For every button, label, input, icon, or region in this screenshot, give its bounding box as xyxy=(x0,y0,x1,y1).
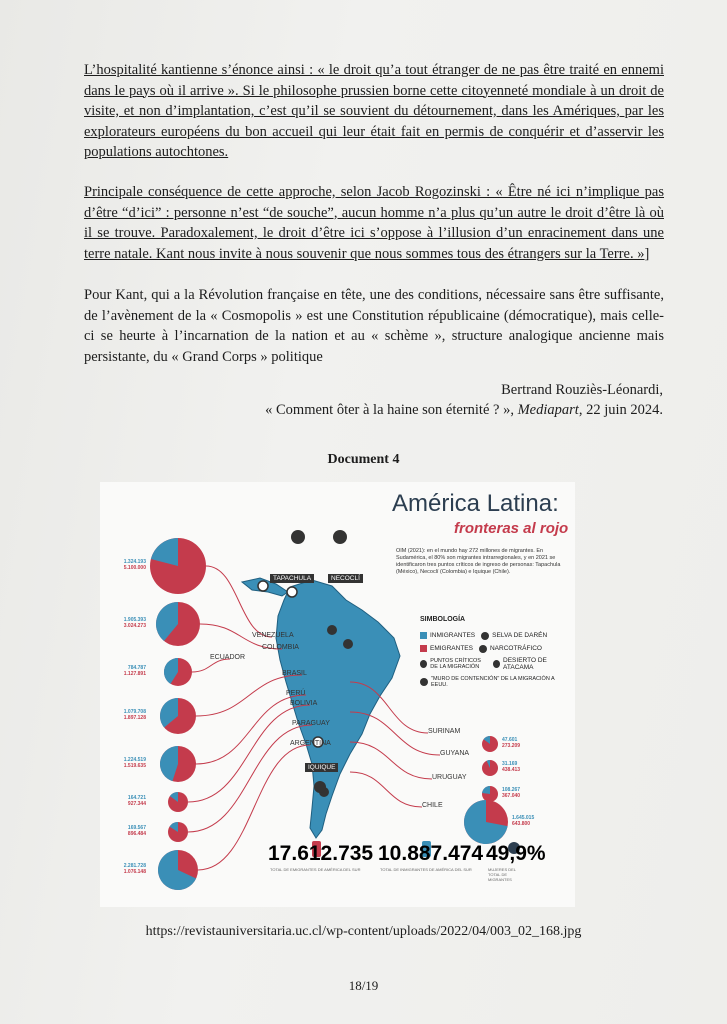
emigrants-value: 1.519.635 xyxy=(123,763,146,769)
immigrants-value: 1.079.708 xyxy=(123,709,146,715)
emigrants-value: 367.040 xyxy=(502,793,521,799)
pie-guyana xyxy=(482,760,498,776)
pie-values-argentina xyxy=(104,863,146,875)
country-label-paraguay: PARAGUAY xyxy=(292,720,330,727)
pie-values-perú xyxy=(104,757,146,769)
pie-values-ecuador xyxy=(104,665,146,677)
city-label-necocli: NECOCLÍ xyxy=(328,574,363,583)
emigrants-value: 273.209 xyxy=(502,743,521,749)
legend-label: SELVA DE DARÉN xyxy=(492,632,548,639)
immigrants-value: 1.224.519 xyxy=(123,757,146,763)
south-america-map xyxy=(276,580,400,838)
pie-values-uruguay xyxy=(502,787,520,799)
pie-venezuela xyxy=(150,538,206,594)
jungle-icon xyxy=(481,632,489,640)
country-label-perú: PERÚ xyxy=(286,690,306,697)
narcotrafico-icon xyxy=(327,625,337,635)
pie-ecuador xyxy=(164,658,192,686)
tapachula-marker xyxy=(258,581,268,591)
total-immigrants-label: TOTAL DE INMIGRANTES DE AMÉRICA DEL SUR xyxy=(380,867,472,872)
country-label-chile: CHILE xyxy=(422,802,443,809)
legend-label: DESIERTO DE ATACAMA xyxy=(503,657,547,671)
emigrants-value: 1.897.128 xyxy=(123,715,146,721)
emigrants-value: 3.024.273 xyxy=(123,623,146,629)
legend-row-immigrants xyxy=(420,629,572,642)
immigrants-value: 31.169 xyxy=(502,761,518,767)
paragraph-rogozinski-quote xyxy=(84,182,664,264)
women-share: 49,9% xyxy=(486,842,546,865)
emigrants-value: 896.484 xyxy=(127,831,146,837)
paragraph-kant-hospitality xyxy=(84,60,664,163)
document-title: Document 4 xyxy=(327,452,400,467)
emigrants-value: 438.413 xyxy=(502,767,521,773)
immigrants-value: 1.905.393 xyxy=(123,617,146,623)
wall-marker-icon xyxy=(291,530,305,544)
pie-chile xyxy=(464,800,508,844)
pie-brasil xyxy=(160,698,196,734)
author-signature: Bertrand Rouziès-Léonardi, xyxy=(501,382,663,398)
country-label-bolivia: BOLIVIA xyxy=(290,700,318,707)
pie-uruguay xyxy=(482,786,498,802)
paragraph-2-text: Principale conséquence de cette approche, selon Jacob Rogozinski : « Être né ici n’implique pas d’être “d’ici” : personne n’est “de souche”, aucun homme n’a plus qu’un autre le droit d’être là où il se trouve. Paradoxalement, le droit d’être ici s’oppose à l’illusion d’un enracinement dans une terre natale. Kant nous invite à nous souvenir que nous sommes tous des étrangers sur la Terre. »] xyxy=(84,184,664,262)
paragraph-cosmopolis: Pour Kant, qui a la Révolution française en tête, une des conditions, nécessaire sans être suffisante, de l’avènement de la « Cosmopolis » est une Constitution républicaine (démocratique), mais celle-ci se heurte à l’incarnation de la nation et au « schème », structure analogique ancienne mais persistante, du « Grand Corps » politique xyxy=(84,287,664,365)
country-label-venezuela: VENEZUELA xyxy=(252,632,294,639)
target-icon xyxy=(420,660,427,668)
pie-values-bolivia xyxy=(104,795,146,807)
emigrants-value: 1.076.148 xyxy=(123,869,146,875)
connector-venezuela xyxy=(206,566,272,637)
source-publication: Mediapart xyxy=(517,402,579,418)
total-immigrants: 10.887.474 xyxy=(378,842,484,865)
pie-argentina xyxy=(158,850,198,890)
skull-icon xyxy=(314,781,326,793)
legend xyxy=(420,616,572,691)
legend-label: NARCOTRÁFICO xyxy=(489,645,542,652)
page-number: 18/19 xyxy=(348,978,379,993)
emigrants-value: 5.100.000 xyxy=(123,565,146,571)
city-label-iquique: IQUIQUE xyxy=(305,763,338,772)
drug-icon xyxy=(479,645,487,653)
immigrants-value: 47.601 xyxy=(502,737,518,743)
immigrants-value: 169.567 xyxy=(127,825,146,831)
source-date: , 22 juin 2024. xyxy=(578,402,663,418)
pie-values-venezuela xyxy=(104,559,146,571)
pie-values-paraguay xyxy=(104,825,146,837)
ship-marker-icon xyxy=(333,530,347,544)
immigrants-value: 164.721 xyxy=(127,795,146,801)
connector-chile xyxy=(350,772,422,807)
pie-perú xyxy=(160,746,196,782)
desert-icon xyxy=(493,660,500,668)
source-title: « Comment ôter à la haine son éternité ? », xyxy=(265,402,518,418)
country-label-argentina: ARGENTINA xyxy=(290,740,331,747)
source-citation xyxy=(265,402,663,419)
blue-square-icon xyxy=(420,632,427,639)
country-label-surinam: SURINAM xyxy=(428,728,461,735)
emigrants-value: 927.344 xyxy=(127,801,146,807)
legend-title: SIMBOLOGÍA xyxy=(420,616,466,623)
infographic-intro: OIM (2021): en el mundo hay 272 millones de migrantes. En Sudamérica, el 80% son migrantes intrarregionales, y en 2021 se identificaron tres puntos críticos de ingreso de personas: Tapachula (México), Necoclí (Colombia) e Iquique (Chile). xyxy=(396,548,561,575)
immigrants-value: 784.787 xyxy=(127,665,146,671)
total-emigrants-label: TOTAL DE EMIGRANTES DE AMÉRICA DEL SUR xyxy=(270,867,361,872)
pie-surinam xyxy=(482,736,498,752)
pie-colombia xyxy=(156,602,200,646)
legend-label: EMIGRANTES xyxy=(430,645,473,652)
source-url: https://revistauniversitaria.uc.cl/wp-content/uploads/2022/04/003_02_168.jpg xyxy=(145,924,582,939)
darien-icon xyxy=(343,639,353,649)
immigrants-value: 2.281.728 xyxy=(123,863,146,869)
pie-values-surinam xyxy=(502,737,520,749)
pie-values-chile xyxy=(512,815,534,827)
immigrants-value: 108.267 xyxy=(502,787,521,793)
wall-icon xyxy=(420,678,428,686)
legend-label: "MURO DE CONTENCIÓN" DE LA MIGRACIÓN A EEUU. xyxy=(431,676,555,688)
country-label-colombia: COLOMBIA xyxy=(262,644,299,651)
pie-paraguay xyxy=(168,822,188,842)
red-square-icon xyxy=(420,645,427,652)
legend-row-critical xyxy=(420,655,572,673)
pie-values-colombia xyxy=(104,617,146,629)
women-share-label: MUJERES DEL TOTAL DE MIGRANTES xyxy=(488,867,516,882)
infographic-migration xyxy=(100,482,575,907)
country-label-brasil: BRASIL xyxy=(282,670,307,677)
paragraph-1-text: L’hospitalité kantienne s’énonce ainsi : « le droit qu’a tout étranger de ne pas être traité en ennemi dans le pays où il arrive ». Si le philosophe prussien borne cette citoyenneté mondiale à un droit de visite, et non d’implantation, c’est qu’il se souvient du détournement, dans les Amériques, par les explorateurs européens du bon accueil qui leur était fait en permis de conquérir et d’asservir les populations autochtones. xyxy=(84,62,664,160)
country-label-uruguay: URUGUAY xyxy=(432,774,467,781)
pie-values-brasil xyxy=(104,709,146,721)
city-label-tapachula: TAPACHULA xyxy=(270,574,314,583)
legend-row-wall xyxy=(420,673,572,691)
immigrants-value: 1.645.015 xyxy=(512,815,535,821)
pie-values-guyana xyxy=(502,761,520,773)
necocli-marker xyxy=(287,587,297,597)
pie-uruguay-immigrants-slice xyxy=(482,786,490,794)
emigrants-value: 1.127.891 xyxy=(123,671,146,677)
total-emigrants: 17.612.735 xyxy=(268,842,374,865)
legend-label: PUNTOS CRÍTICOS DE LA MIGRACIÓN xyxy=(430,658,481,670)
country-label-guyana: GUYANA xyxy=(440,750,470,757)
legend-label: INMIGRANTES xyxy=(430,632,476,639)
infographic-subtitle: fronteras al rojo xyxy=(454,520,569,537)
pie-bolivia xyxy=(168,792,188,812)
legend-row-emigrants xyxy=(420,642,572,655)
emigrants-value: 643.800 xyxy=(512,821,531,827)
immigrants-value: 1.324.193 xyxy=(123,559,146,565)
infographic-title: América Latina: xyxy=(392,490,559,517)
country-label-ecuador: ECUADOR xyxy=(210,654,246,661)
